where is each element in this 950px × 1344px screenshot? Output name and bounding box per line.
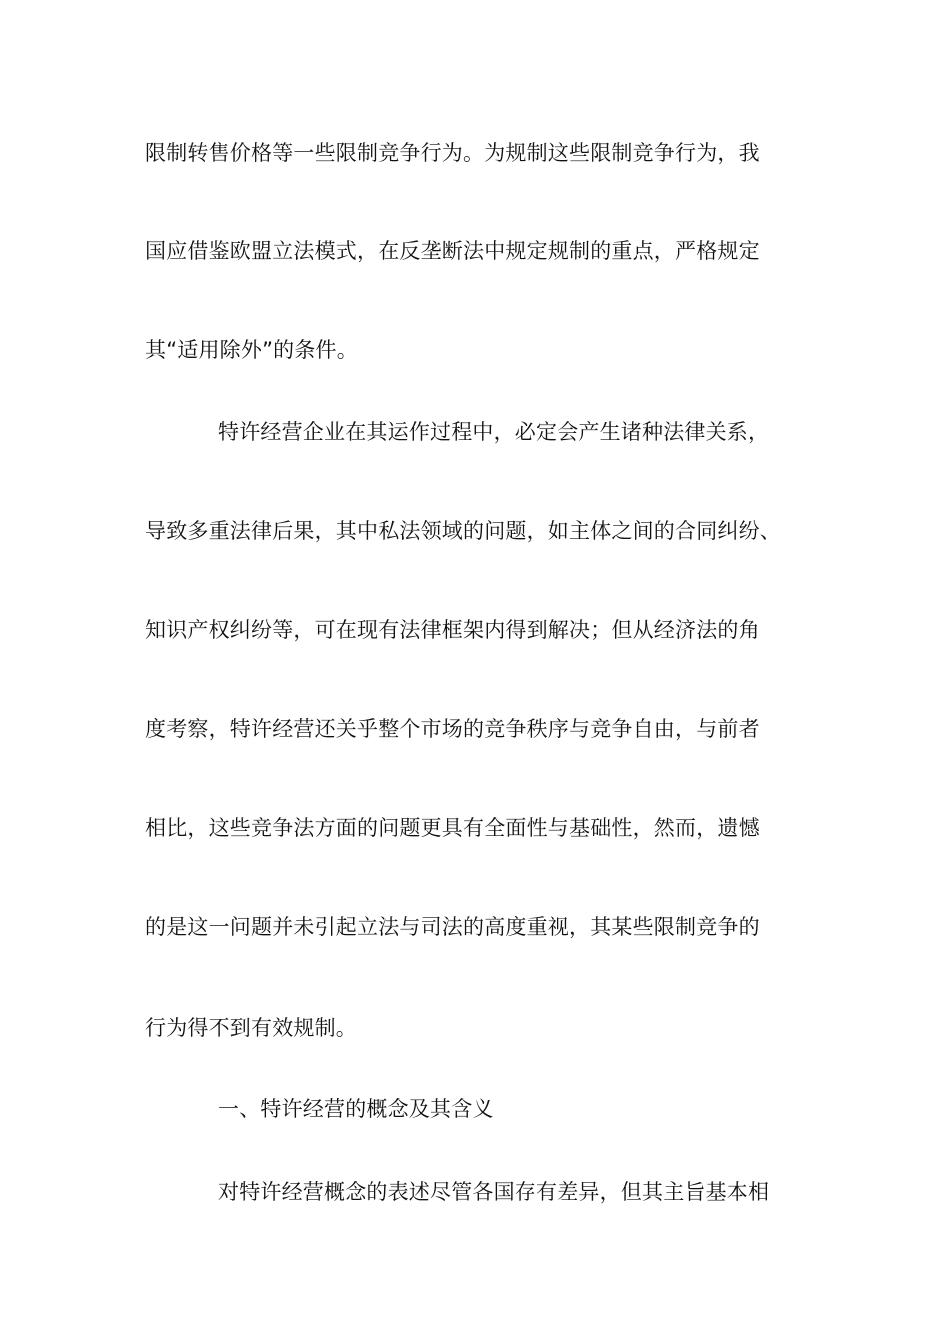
paragraph-line: 度考察，特许经营还关乎整个市场的竞争秩序与竞争自由，与前者 [145, 717, 760, 741]
paragraph-line: 限制转售价格等一些限制竞争行为。为规制这些限制竞争行为，我 [145, 141, 760, 165]
paragraph-line: 相比，这些竞争法方面的问题更具有全面性与基础性，然而，遗憾 [145, 816, 760, 840]
paragraph-line: 导致多重法律后果，其中私法领域的问题，如主体之间的合同纠纷、 [145, 519, 781, 543]
paragraph-line: 其“适用除外”的条件。 [145, 338, 358, 362]
paragraph-line: 的是这一问题并未引起立法与司法的高度重视，其某些限制竞争的 [145, 915, 760, 939]
paragraph-line: 知识产权纠纷等，可在现有法律框架内得到解决；但从经济法的角 [145, 618, 760, 642]
paragraph-line: 对特许经营概念的表述尽管各国存有差异，但其主旨基本相 [218, 1180, 770, 1204]
paragraph-line: 国应借鉴欧盟立法模式，在反垄断法中规定规制的重点，严格规定 [145, 239, 760, 263]
paragraph-line: 行为得不到有效规制。 [145, 1016, 357, 1040]
section-heading: 一、特许经营的概念及其含义 [218, 1097, 494, 1121]
paragraph-line: 特许经营企业在其运作过程中，必定会产生诸种法律关系， [218, 420, 770, 444]
